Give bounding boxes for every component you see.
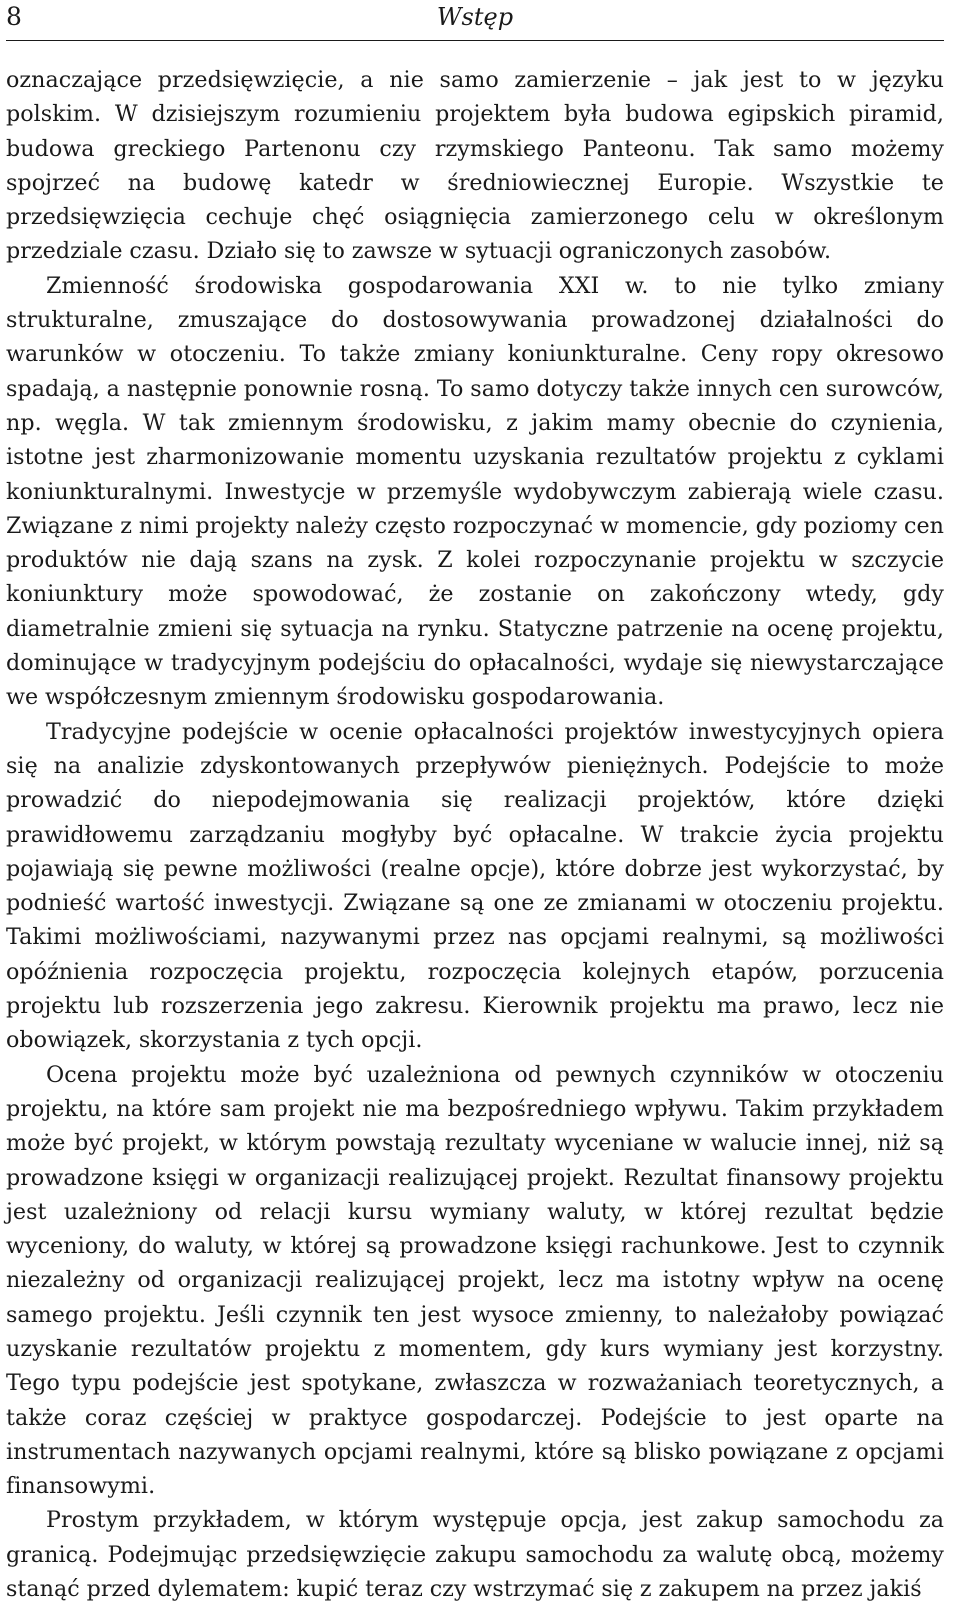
paragraph-environment-variability: Zmienność środowiska gospodarowania XXI w. to nie tylko zmiany strukturalne, zmuszające do dostosowywania prowadzonej działalności do warunków w otoczeniu. To także zmiany koniunkturalne. Ceny ropy okresowo spadają, a następnie ponownie rosną. To samo dotyczy także innych cen surowców, np. węgla. W tak zmiennym środowisku, z jakim mamy obecnie do czynienia, istotne jest zharmonizowanie momentu uzyskania rezultatów projektu z cyklami koniunkturalnymi. Inwestycje w przemyśle wydobywczym zabierają wiele czasu. Związane z nimi projekty należy często rozpoczynać w momencie, gdy poziomy cen produktów nie dają szans na zysk. Z kolei rozpoczynanie projektu w szczycie koniunktury może spowodować, że zostanie on zakończony wtedy, gdy diametralnie zmieni się sytuacja na rynku. Statyczne patrzenie na ocenę projektu, dominujące w tradycyjnym podejściu do opłacalności, wydaje się niewystarczające we współczesnym zmiennym środowisku gospodarowania. [6,272,944,711]
paragraph-project-evaluation: Ocena projektu może być uzależniona od pewnych czynników w otoczeniu projektu, na które sam projekt nie ma bezpośredniego wpływu. Takim przykładem może być projekt, w którym powstają rezultaty wyceniane w walucie innej, niż są prowadzone księgi w organizacji realizującej projekt. Rezultat finansowy projektu jest uzależniony od relacji kursu wymiany waluty, w której rezultat będzie wyceniony, do waluty, w której są prowadzone księgi rachunkowe. Jest to czynnik niezależny od organizacji realizującej projekt, lecz ma istotny wpływ na ocenę samego projektu. Jeśli czynnik ten jest wysoce zmienny, to należałoby powiązać uzyskanie rezultatów projektu z momentem, gdy kurs wymiany jest korzystny. Tego typu podejście jest spotykane, zwłaszcza w rozważaniach teoretycznych, a także coraz częściej w praktyce gospodarczej. Podejście to jest oparte na instrumentach nazywanych opcjami realnymi, które są blisko powiązane z opcjami finansowymi. [6,1061,944,1500]
page-header [6,0,944,41]
paragraph-traditional-approach: Tradycyjne podejście w ocenie opłacalności projektów inwestycyjnych opiera się na analizie zdyskontowanych przepływów pieniężnych. Podejście to może prowadzić do niepodejmowania się realizacji projektów, które dzięki prawidłowemu zarządzaniu mogłyby być opłacalne. W trakcie życia projektu pojawiają się pewne możliwości (realne opcje), które dobrze jest wykorzystać, by podnieść wartość inwestycji. Związane są one ze zmianami w otoczeniu projektu. Takimi możliwościami, nazywanymi przez nas opcjami realnymi, są możliwości opóźnienia rozpoczęcia projektu, rozpoczęcia kolejnych etapów, porzucenia projektu lub rozszerzenia jego zakresu. Kierownik projektu ma prawo, lecz nie obowiązek, skorzystania z tych opcji. [6,718,944,1054]
body-text [6,63,944,1606]
running-title: Wstęp [436,3,514,31]
paragraph-continued: oznaczające przedsięwzięcie, a nie samo zamierzenie – jak jest to w języku polskim. W dzisiejszym rozumieniu projektem była budowa egipskich piramid, budowa greckiego Partenonu czy rzymskiego Panteonu. Tak samo możemy spojrzeć na budowę katedr w średniowiecznej Europie. Wszystkie te przedsięwzięcia cechuje chęć osiągnięcia zamierzonego celu w określonym przedziale czasu. Działo się to zawsze w sytuacji ograniczonych zasobów. [6,67,944,265]
page-number: 8 [6,2,22,31]
paragraph-car-purchase-example: Prostym przykładem, w którym występuje opcja, jest zakup samochodu za granicą. Podejmując przedsięwzięcie zakupu samochodu za walutę obcą, możemy stanąć przed dylematem: kupić teraz czy wstrzymać się z zakupem na przez jakiś [6,1507,944,1603]
